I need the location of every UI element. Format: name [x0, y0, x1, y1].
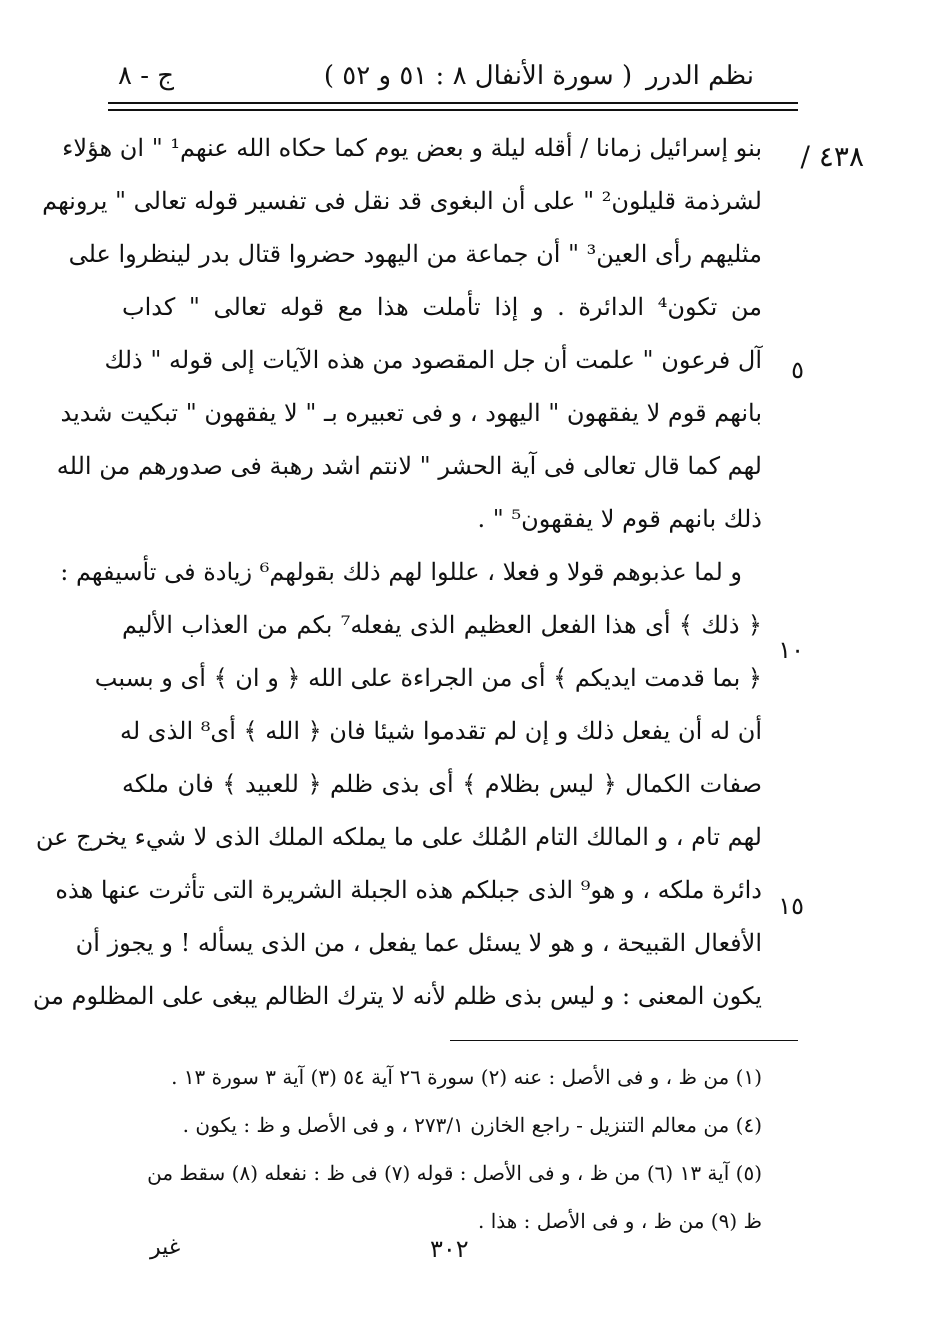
body-line: من تكون⁴ الدائرة . و إذا تأملت هذا مع قوله تعالى " كداب	[122, 293, 762, 321]
body-line: بانهم قوم لا يفقهون " اليهود ، و فى تعبيره بـ " لا يفقهون " تبكيت شديد	[60, 399, 762, 427]
margin-reference: ٤٣٨ /	[800, 140, 864, 173]
surah-reference: ( سورة الأنفال ٨ : ٥١ و ٥٢ )	[323, 61, 633, 91]
page-number: ٣٠٢	[430, 1235, 469, 1263]
body-line: مثليهم رأى العين³ " أن جماعة من اليهود حضروا قتال بدر لينظروا على	[68, 240, 762, 268]
footnote-line: (١) من ظ ، و فى الأصل : عنه (٢) سورة ٢٦ آية ٥٤ (٣) آية ٣ سورة ١٣ .	[171, 1065, 762, 1089]
header-rule-bottom	[108, 109, 798, 111]
body-line: الأفعال القبيحة ، و هو لا يسئل عما يفعل ، من الذى يسأله ! و يجوز أن	[75, 929, 762, 957]
body-line: آل فرعون " علمت أن جل المقصود من هذه الآيات إلى قوله " ذلك	[104, 346, 762, 374]
body-line: لشرذمة قليلون² " على أن البغوى قد نقل فى تفسير قوله تعالى " يرونهم	[42, 187, 762, 215]
book-title: نظم الدرر	[645, 61, 754, 91]
line-number-10: ١٠	[778, 636, 804, 664]
footnote-line: (٤) من معالم التنزيل - راجع الخازن ٢٧٣/١ ، و فى الأصل و ظ : يكون .	[182, 1113, 762, 1137]
body-line: ذلك بانهم قوم لا يفقهون⁵ " .	[477, 505, 762, 533]
body-line: صفات الكمال ﴿ ليس بظلام ﴾ أى بذى ظلم ﴿ للعبيد ﴾ فان ملكه	[122, 770, 762, 798]
header-rule-top	[108, 102, 798, 104]
catchword: غير	[150, 1235, 181, 1260]
line-number-5: ٥	[791, 356, 804, 384]
body-line: لهم تام ، و المالك التام المُلك على ما يملكه الملك الذى لا شيء يخرج عن	[35, 823, 762, 851]
footnote-line: ظ (٩) من ظ ، و فى الأصل : هذا .	[478, 1209, 762, 1233]
body-line: ﴿ بما قدمت ايديكم ﴾ أى من الجراءة على الله ﴿ و ان ﴾ أى و بسبب	[94, 664, 762, 692]
body-line: دائرة ملكه ، و هو⁹ الذى جبلكم هذه الجبلة الشريرة التى تأثرت عنها هذه	[55, 876, 762, 904]
body-line: أن له أن يفعل ذلك و إن لم تقدموا شيئا فان ﴿ الله ﴾ أى⁸ الذى له	[119, 717, 762, 745]
body-text	[32, 122, 762, 1023]
body-line: و لما عذبوهم قولا و فعلا ، عللوا لهم ذلك بقولهم⁶ زيادة فى تأسيفهم :	[60, 558, 742, 586]
line-number-15: ١٥	[778, 892, 804, 920]
body-line: ﴿ ذلك ﴾ أى هذا الفعل العظيم الذى يفعله⁷ بكم من العذاب الأليم	[122, 611, 762, 639]
footnote-line: (٥) آية ١٣ (٦) من ظ ، و فى الأصل : قوله (٧) فى ظ : نفعله (٨) سقط من	[147, 1161, 762, 1185]
body-line: بنو إسرائيل زمانا / أقله ليلة و بعض يوم كما حكاه الله عنهم¹ " ان هؤلاء	[62, 134, 762, 162]
footnote-separator	[450, 1040, 798, 1041]
footnotes	[122, 1053, 762, 1245]
volume-number: ج - ٨	[118, 61, 175, 91]
body-line: لهم كما قال تعالى فى آية الحشر " لانتم اشد رهبة فى صدورهم من الله	[56, 452, 762, 480]
body-line: يكون المعنى : و ليس بذى ظلم لأنه لا يترك الظالم يبغى على المظلوم من	[32, 982, 762, 1010]
